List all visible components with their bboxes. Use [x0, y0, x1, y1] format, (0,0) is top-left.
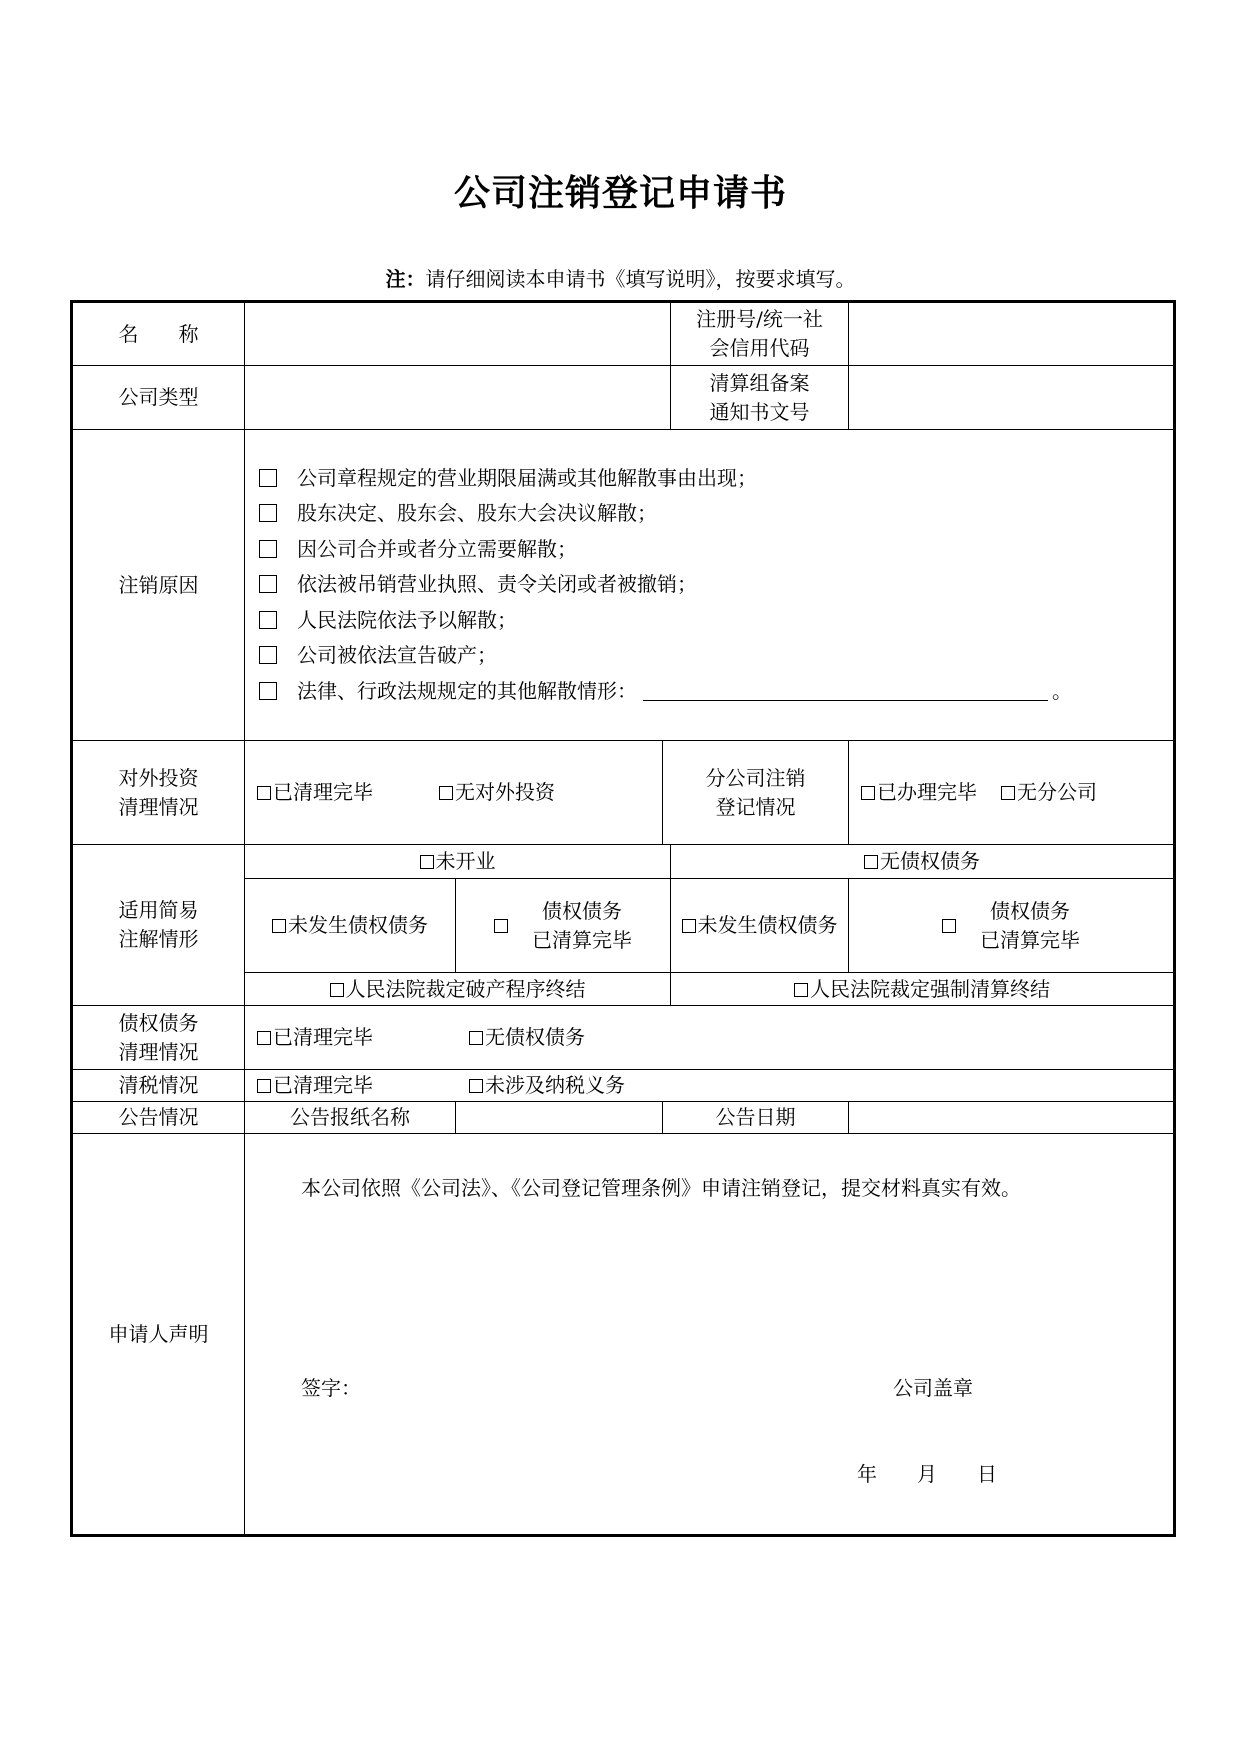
- tax-label: 清税情况: [72, 1070, 245, 1102]
- debt-settled-option-right[interactable]: [849, 879, 1175, 973]
- page-title: 公司注销登记申请书: [453, 173, 787, 214]
- checkbox[interactable]: [257, 1079, 271, 1093]
- simple-label-line1: 适用简易: [118, 898, 199, 922]
- no-debt-occurred-option-right[interactable]: [671, 879, 849, 973]
- company-seal-label: 公司盖章: [893, 1376, 973, 1400]
- no-investment-option[interactable]: [439, 778, 555, 807]
- reason-text: 股东决定、股东会、股东大会决议解散；: [297, 501, 657, 526]
- reason-checkbox[interactable]: [259, 504, 277, 522]
- company-type-field[interactable]: [245, 366, 671, 430]
- option-label: 无债权债务: [485, 1025, 585, 1049]
- debts-label-line1: 债权债务: [118, 1010, 199, 1035]
- court-bankruptcy-option[interactable]: [245, 973, 671, 1006]
- debts-options: [245, 1006, 1175, 1070]
- reason-checkbox[interactable]: [259, 469, 277, 487]
- reason-checkbox[interactable]: [259, 540, 277, 558]
- option-label: 已清理完毕: [273, 1025, 373, 1049]
- liquidation-notice-label-line2: 通知书文号: [709, 399, 810, 424]
- notice-date-field[interactable]: [849, 1102, 1175, 1134]
- deregistration-form: [70, 300, 1176, 1537]
- branch-label-line2: 登记情况: [715, 794, 796, 819]
- option-label: 已清理完毕: [273, 1073, 373, 1097]
- option-label: 已清理完毕: [273, 780, 373, 804]
- checkbox[interactable]: [864, 855, 878, 869]
- reason-item: [259, 638, 1173, 674]
- declaration-label: 申请人声明: [72, 1134, 245, 1536]
- checkbox[interactable]: [682, 919, 696, 933]
- option-label: 未发生债权债务: [288, 913, 428, 937]
- checkbox[interactable]: [494, 919, 508, 933]
- signature-label: 签字：: [301, 1376, 361, 1400]
- option-label: 人民法院裁定强制清算终结: [810, 976, 1051, 1001]
- investment-cleared-option[interactable]: [257, 778, 373, 807]
- reg-code-label-line1: 注册号/统一社: [696, 307, 823, 331]
- option-label-line2: 已清算完毕: [532, 927, 632, 952]
- reason-text: 公司被依法宣告破产；: [297, 643, 497, 668]
- declaration-area: [245, 1134, 1175, 1536]
- checkbox[interactable]: [942, 919, 956, 933]
- branch-label: [663, 741, 849, 845]
- other-reason-input[interactable]: [643, 680, 1048, 701]
- no-debt-option[interactable]: [671, 845, 1175, 879]
- reason-end-mark: 。: [1052, 678, 1072, 703]
- option-label: 无分公司: [1017, 780, 1098, 804]
- note-prefix: 注：: [385, 267, 426, 291]
- debts-label-line2: 清理情况: [118, 1039, 199, 1064]
- checkbox[interactable]: [861, 786, 875, 800]
- checkbox[interactable]: [469, 1079, 483, 1093]
- checkbox[interactable]: [1001, 786, 1015, 800]
- reason-text: 人民法院依法予以解散；: [297, 607, 517, 632]
- name-label: 名 称: [72, 302, 245, 366]
- option-label: 无对外投资: [455, 780, 555, 804]
- notice-date-label: 公告日期: [663, 1102, 849, 1134]
- reason-item: [259, 674, 1173, 710]
- liquidation-notice-label-line1: 清算组备案: [709, 370, 810, 395]
- company-type-label: 公司类型: [72, 366, 245, 430]
- note-text: 请仔细阅读本申请书《填写说明》，按要求填写。: [425, 267, 856, 291]
- reason-item: [259, 461, 1173, 497]
- option-label: [980, 897, 1080, 955]
- checkbox[interactable]: [794, 983, 808, 997]
- option-label: 未涉及纳税义务: [485, 1073, 625, 1097]
- simple-label-line2: 注解情形: [118, 927, 199, 951]
- checkbox[interactable]: [469, 1031, 483, 1045]
- debt-settled-option-left[interactable]: [456, 879, 671, 973]
- tax-cleared-option[interactable]: [257, 1071, 373, 1100]
- option-label: 人民法院裁定破产程序终结: [345, 976, 586, 1001]
- checkbox[interactable]: [330, 983, 344, 997]
- option-label: 无债权债务: [880, 849, 981, 873]
- reason-item: [259, 567, 1173, 603]
- option-label: [532, 897, 632, 955]
- not-opened-option[interactable]: [245, 845, 671, 879]
- liquidation-notice-label: [671, 366, 849, 430]
- reason-item: [259, 496, 1173, 532]
- reason-checkbox[interactable]: [259, 575, 277, 593]
- notice-label: 公告情况: [72, 1102, 245, 1134]
- reg-code-label: [671, 302, 849, 366]
- reason-checkbox[interactable]: [259, 646, 277, 664]
- option-label: 已办理完毕: [877, 780, 978, 804]
- investment-label: [72, 741, 245, 845]
- declaration-date: 年 月 日: [857, 1462, 997, 1486]
- debts-cleared-option[interactable]: [257, 1023, 373, 1052]
- reason-text: 法律、行政法规规定的其他解散情形：: [297, 678, 637, 703]
- checkbox[interactable]: [420, 855, 434, 869]
- option-label: 未发生债权债务: [697, 913, 838, 937]
- newspaper-name-field[interactable]: [456, 1102, 663, 1134]
- court-liquidation-option[interactable]: [671, 973, 1175, 1006]
- reg-code-field[interactable]: [849, 302, 1175, 366]
- reasons-list: [245, 430, 1175, 741]
- reason-item: [259, 603, 1173, 639]
- no-tax-option[interactable]: [469, 1071, 625, 1100]
- reason-checkbox[interactable]: [259, 611, 277, 629]
- no-debt-occurred-option-left[interactable]: [245, 879, 456, 973]
- reg-code-label-line2: 会信用代码: [709, 336, 810, 360]
- checkbox[interactable]: [257, 786, 271, 800]
- branch-options: [849, 741, 1175, 845]
- reason-text: 依法被吊销营业执照、责令关闭或者被撤销；: [297, 572, 697, 597]
- investment-label-line1: 对外投资: [118, 765, 199, 790]
- debts-label: [72, 1006, 245, 1070]
- reason-checkbox[interactable]: [259, 682, 277, 700]
- checkbox[interactable]: [439, 786, 453, 800]
- reasons-label: 注销原因: [72, 430, 245, 741]
- tax-options: [245, 1070, 1175, 1102]
- name-field[interactable]: [245, 302, 671, 366]
- simple-cancellation-label: [72, 845, 245, 1006]
- reason-text: 公司章程规定的营业期限届满或其他解散事由出现；: [297, 465, 757, 490]
- newspaper-name-label: 公告报纸名称: [245, 1102, 456, 1134]
- no-debts-option[interactable]: [469, 1023, 585, 1052]
- investment-options: [245, 741, 663, 845]
- reason-text: 因公司合并或者分立需要解散；: [297, 536, 577, 561]
- reason-item: [259, 532, 1173, 568]
- declaration-text: 本公司依照《公司法》、《公司登记管理条例》申请注销登记，提交材料真实有效。: [301, 1176, 1021, 1200]
- option-label: 未开业: [435, 849, 496, 873]
- branch-done-option[interactable]: [861, 778, 977, 807]
- no-branch-option[interactable]: [1001, 778, 1097, 807]
- checkbox[interactable]: [272, 919, 286, 933]
- instruction-note: [0, 263, 1241, 292]
- branch-label-line1: 分公司注销: [705, 765, 806, 790]
- option-label-line2: 已清算完毕: [980, 927, 1081, 952]
- option-label-line1: 债权债务: [542, 898, 622, 923]
- liquidation-notice-field[interactable]: [849, 366, 1175, 430]
- option-label-line1: 债权债务: [990, 898, 1071, 923]
- checkbox[interactable]: [257, 1031, 271, 1045]
- investment-label-line2: 清理情况: [118, 794, 199, 819]
